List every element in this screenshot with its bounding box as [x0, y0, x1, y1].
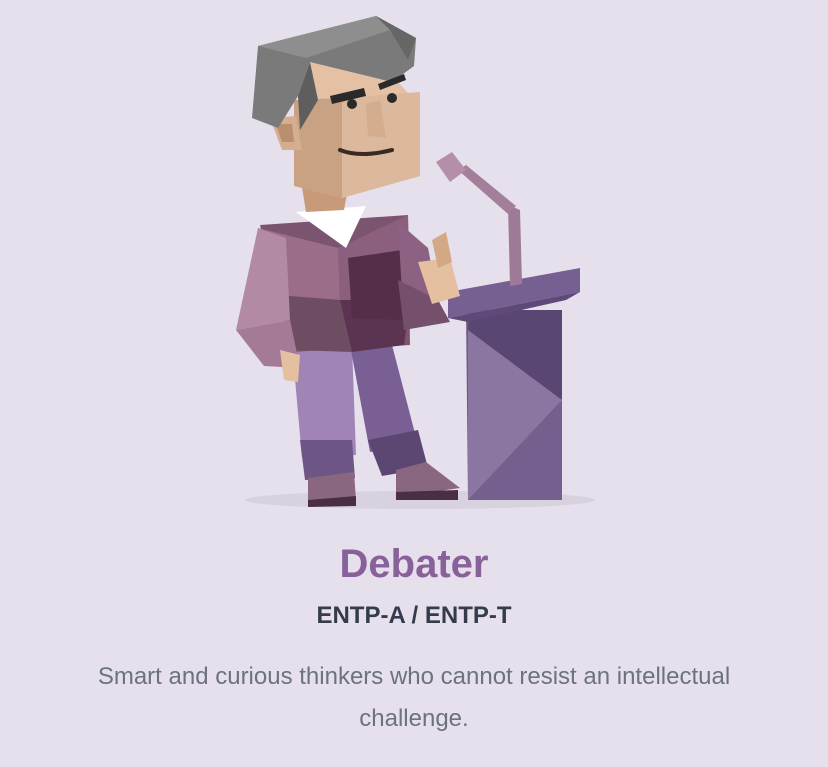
personality-code: ENTP-A / ENTP-T: [316, 602, 512, 629]
personality-title: Debater: [339, 542, 489, 586]
personality-description: Smart and curious thinkers who cannot resist an intellectual challenge.: [97, 663, 731, 732]
debater-at-podium-icon: [200, 10, 620, 520]
